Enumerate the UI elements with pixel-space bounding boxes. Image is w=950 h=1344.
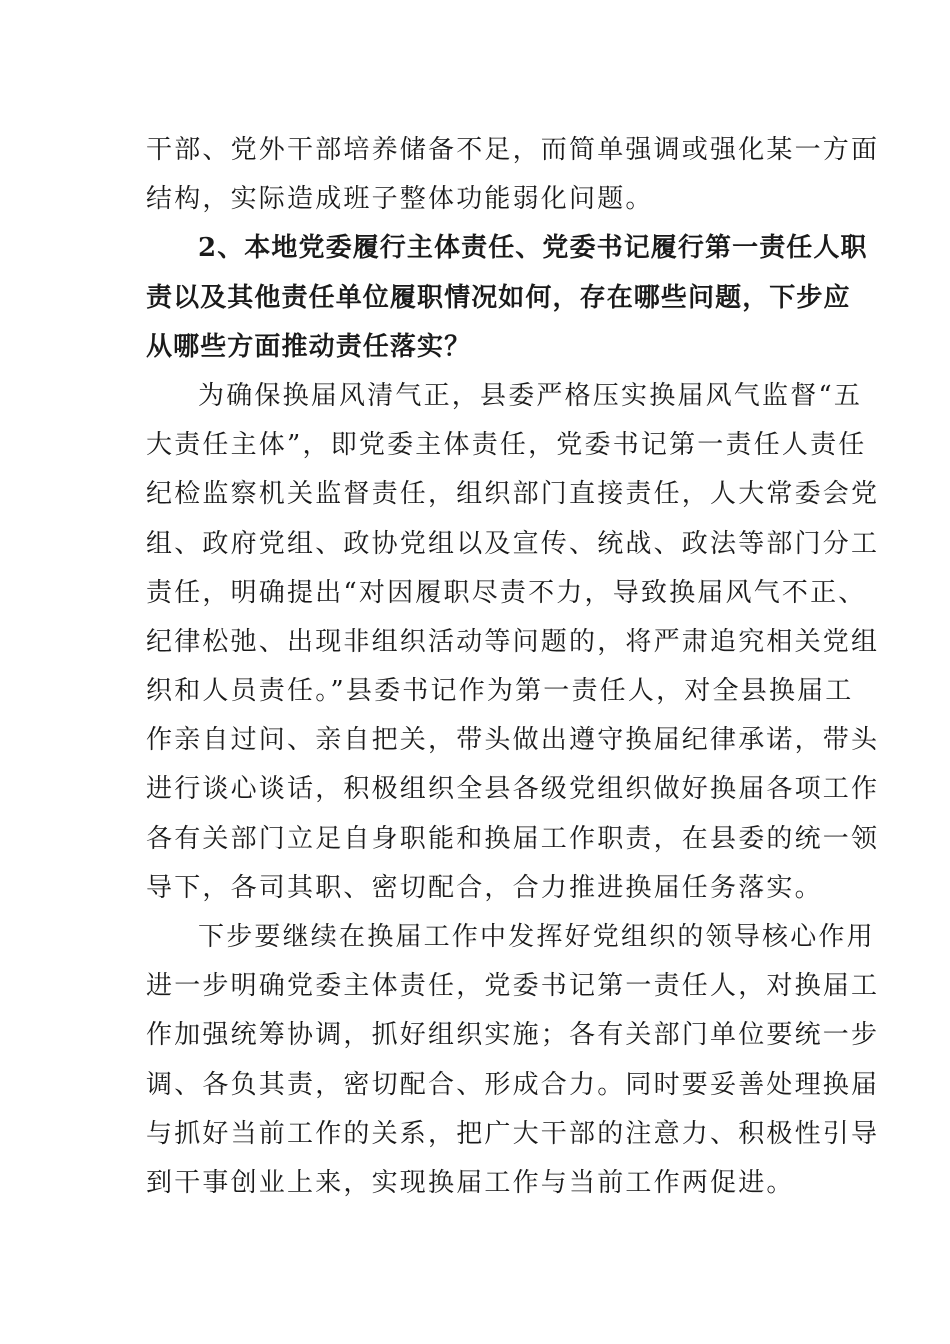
question-heading-line: 责以及其他责任单位履职情况如何，存在哪些问题，下步应 [146, 282, 851, 313]
text-line: 各有关部门立足自身职能和换届工作职责，在县委的统一领 [146, 823, 880, 854]
text-line: 纪律松弛、出现非组织活动等问题的，将严肃追究相关党组 [146, 626, 880, 657]
text-line: 导下，各司其职、密切配合，合力推进换届任务落实。 [146, 872, 823, 903]
text-line: 进行谈心谈话，积极组织全县各级党组织做好换届各项工作 [146, 774, 880, 805]
text-line: 责任，明确提出“对因履职尽责不力，导致换届风气不正、 [146, 577, 867, 608]
text-line: 组、政府党组、政协党组以及宣传、统战、政法等部门分工 [146, 528, 880, 559]
question-heading-line: 2、本地党委履行主体责任、党委书记履行第一责任人职 [198, 233, 868, 264]
text-line: 为确保换届风清气正，县委严格压实换届风气监督“五 [198, 380, 863, 411]
text-line: 作加强统筹协调，抓好组织实施；各有关部门单位要统一步 [146, 1020, 880, 1051]
text-line: 干部、党外干部培养储备不足，而简单强调或强化某一方面 [146, 135, 880, 165]
question-heading-line: 从哪些方面推动责任落实？ [146, 331, 472, 362]
text-line: 结构，实际造成班子整体功能弱化问题。 [146, 184, 654, 215]
text-line: 与抓好当前工作的关系，把广大干部的注意力、积极性引导 [146, 1118, 880, 1149]
text-line: 纪检监察机关监督责任，组织部门直接责任，人大常委会党 [146, 479, 880, 510]
text-line: 进一步明确党委主体责任，党委书记第一责任人，对换届工 [146, 971, 880, 1002]
text-line: 大责任主体”，即党委主体责任，党委书记第一责任人责任 [146, 430, 867, 461]
text-line: 下步要继续在换届工作中发挥好党组织的领导核心作用 [198, 922, 875, 952]
document-body [146, 126, 880, 1208]
text-line: 到干事创业上来，实现换届工作与当前工作两促进。 [146, 1167, 795, 1198]
text-line: 调、各负其责，密切配合、形成合力。同时要妥善处理换届 [146, 1069, 880, 1100]
text-line: 作亲自过问、亲自把关，带头做出遵守换届纪律承诺，带头 [146, 725, 880, 756]
text-line: 织和人员责任。”县委书记作为第一责任人，对全县换届工 [146, 676, 854, 707]
